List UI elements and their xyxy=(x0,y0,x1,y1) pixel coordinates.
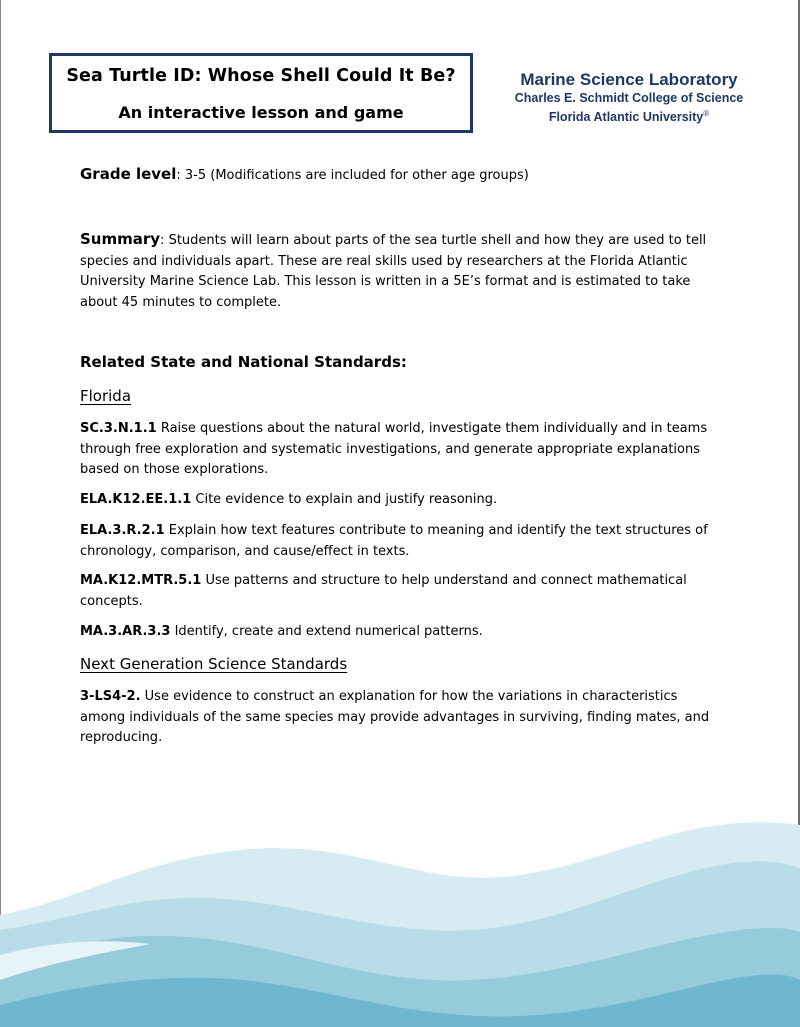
standard-code: MA.K12.MTR.5.1 xyxy=(80,573,202,588)
standard-text: Cite evidence to explain and justify reasoning. xyxy=(195,492,498,507)
college-name: Charles E. Schmidt College of Science xyxy=(514,91,744,105)
standard-code: SC.3.N.1.1 xyxy=(80,421,157,436)
grade-value: 3-5 (Modifications are included for other age groups) xyxy=(184,168,529,183)
standard-code: ELA.3.R.2.1 xyxy=(80,523,165,538)
ngss-heading: Next Generation Science Standards xyxy=(80,655,348,673)
standard-text: Identify, create and extend numerical patterns. xyxy=(174,624,483,639)
standard-text: Explain how text features contribute to meaning and identify the text structures of chronology, comparison, and cause/effect in texts. xyxy=(80,523,708,559)
title-box xyxy=(49,53,473,133)
university-text: Florida Atlantic University xyxy=(548,110,704,125)
registered-mark: ® xyxy=(703,109,710,118)
standard-code: MA.3.AR.3.3 xyxy=(80,624,171,639)
lab-name: Marine Science Laboratory xyxy=(520,70,738,89)
standard-item xyxy=(80,687,720,749)
standard-text: Use evidence to construct an explanation for how the variations in characteristics among individuals of the same species may provide advantages in surviving, finding mates, and reproducing. xyxy=(80,689,710,745)
document-subtitle: An interactive lesson and game xyxy=(118,103,404,122)
document-title: Sea Turtle ID: Whose Shell Could It Be? xyxy=(66,66,456,86)
standard-item xyxy=(80,622,720,643)
lab-header xyxy=(494,70,764,125)
summary xyxy=(80,229,720,313)
university-name xyxy=(494,106,764,125)
standard-item xyxy=(80,419,720,481)
standard-item xyxy=(80,490,720,511)
standard-item xyxy=(80,571,720,612)
grade-label: Grade level xyxy=(80,165,177,183)
grade-separator: : xyxy=(176,168,181,183)
summary-text: Students will learn about parts of the sea turtle shell and how they are used to tell species and individuals apart. These are real skills used by researchers at the Florida Atlantic University Marine Science Lab. This lesson is written in a 5E’s format and is estimated to take about 45 minutes to complete. xyxy=(80,233,707,310)
standards-heading: Related State and National Standards: xyxy=(80,353,407,371)
standard-code: 3-LS4-2. xyxy=(80,689,141,704)
standard-code: ELA.K12.EE.1.1 xyxy=(80,492,192,507)
summary-label: Summary xyxy=(80,230,161,248)
florida-heading: Florida xyxy=(80,387,132,405)
grade-level xyxy=(80,164,720,187)
wave-decoration xyxy=(0,820,800,1027)
standard-text: Raise questions about the natural world, investigate them individually and in teams through free exploration and systematic investigations, and generate appropriate explanations based on those explorations. xyxy=(80,421,708,477)
standard-item xyxy=(80,521,720,562)
summary-separator: : xyxy=(160,233,165,248)
standard-text: Use patterns and structure to help understand and connect mathematical concepts. xyxy=(80,573,687,609)
